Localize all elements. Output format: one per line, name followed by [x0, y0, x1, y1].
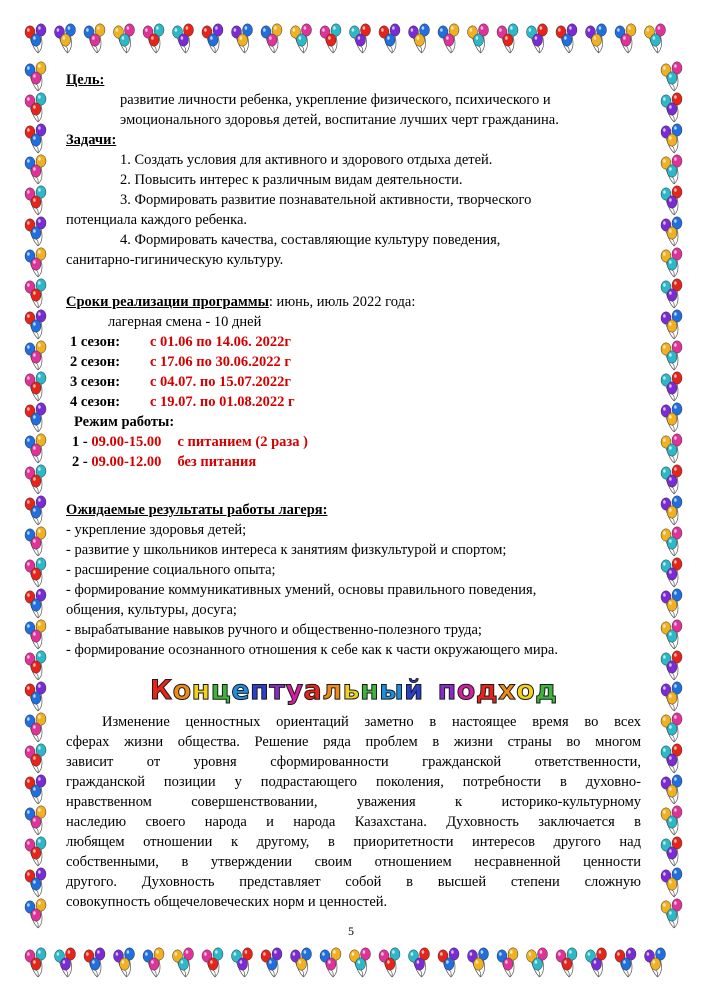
- mode-note: без питания: [177, 454, 257, 470]
- concept-title-letter: д: [535, 675, 558, 706]
- mode-row: [72, 452, 256, 472]
- balloon-icon: [25, 279, 46, 308]
- balloon-icon: [55, 948, 76, 977]
- balloon-icon: [25, 217, 46, 246]
- balloon-icon: [497, 948, 518, 977]
- concept-line: Изменение ценностных ориентаций заметно в настоящее время во всех: [102, 714, 641, 730]
- balloon-icon: [661, 744, 682, 773]
- balloon-icon: [202, 24, 223, 53]
- balloon-icon: [661, 527, 682, 556]
- balloon-icon: [25, 465, 46, 494]
- result-item: - развитие у школьников интереса к занятиям физкультурой и спортом;: [66, 542, 507, 558]
- season-dates: с 19.07. по 01.08.2022 г: [150, 394, 295, 410]
- balloon-icon: [661, 806, 682, 835]
- balloon-icon: [25, 651, 46, 680]
- balloon-icon: [291, 24, 312, 53]
- balloon-icon: [438, 948, 459, 977]
- concept-title-letter: т: [269, 675, 286, 706]
- balloon-icon: [232, 24, 253, 53]
- mode-time: 09.00-15.00: [91, 434, 162, 450]
- result-item: общения, культуры, досуга;: [66, 602, 237, 618]
- balloon-icon: [25, 558, 46, 587]
- balloon-icon: [25, 589, 46, 618]
- balloon-icon: [114, 24, 135, 53]
- season-dates: с 17.06 по 30.06.2022 г: [150, 354, 291, 370]
- balloon-icon: [615, 948, 636, 977]
- balloon-icon: [661, 868, 682, 897]
- balloon-icon: [84, 948, 105, 977]
- balloon-icon: [25, 155, 46, 184]
- balloon-icon: [661, 62, 682, 91]
- task-item: 2. Повысить интерес к различным видам деятельности.: [120, 172, 463, 188]
- season-label: 1 сезон:: [70, 334, 121, 350]
- concept-title-letter: К: [150, 675, 173, 706]
- concept-title-letter: д: [475, 675, 499, 706]
- season-label: 2 сезон:: [70, 354, 121, 370]
- season-dates: с 04.07. по 15.07.2022г: [150, 374, 291, 390]
- balloon-icon: [556, 948, 577, 977]
- concept-line: другого. Духовность представляет собой в высшей степени сложную: [66, 874, 641, 890]
- concept-title-letter: ы: [379, 675, 405, 706]
- concept-title-letter: ц: [210, 675, 232, 706]
- task-item: потенциала каждого ребенка.: [66, 212, 248, 228]
- balloon-icon: [661, 248, 682, 277]
- concept-title-letter: а: [303, 675, 323, 706]
- balloon-icon: [379, 948, 400, 977]
- mode-row: [72, 432, 308, 452]
- balloon-icon: [25, 186, 46, 215]
- balloon-icon: [661, 372, 682, 401]
- balloon-icon: [661, 775, 682, 804]
- result-item: - укрепление здоровья детей;: [66, 522, 247, 538]
- season-dates: с 01.06 по 14.06. 2022г: [150, 334, 291, 350]
- balloon-icon: [25, 868, 46, 897]
- balloon-icon: [25, 24, 46, 53]
- balloon-icon: [320, 24, 341, 53]
- balloon-icon: [291, 948, 312, 977]
- balloon-icon: [25, 434, 46, 463]
- mode-time: 09.00-12.00: [91, 454, 162, 470]
- balloon-icon: [645, 948, 666, 977]
- balloon-icon: [350, 24, 371, 53]
- balloon-icon: [409, 948, 430, 977]
- page-number: 5: [348, 924, 354, 938]
- balloon-icon: [615, 24, 636, 53]
- balloon-icon: [25, 496, 46, 525]
- balloon-icon: [468, 948, 489, 977]
- balloon-icon: [409, 24, 430, 53]
- balloon-icon: [661, 217, 682, 246]
- balloon-icon: [661, 279, 682, 308]
- balloon-icon: [25, 341, 46, 370]
- task-item: 3. Формировать развитие познавательной активности, творческого: [120, 192, 532, 208]
- concept-title-letter: о: [456, 675, 476, 706]
- balloon-icon: [586, 24, 607, 53]
- concept-title-letter: п: [250, 675, 270, 706]
- concept-title: [150, 675, 557, 706]
- balloon-icon: [661, 186, 682, 215]
- concept-title-letter: й: [404, 675, 424, 706]
- concept-line: любящем отношении к другому, в приоритетности интересов другого над: [66, 834, 641, 850]
- balloon-icon: [661, 124, 682, 153]
- result-item: - расширение социального опыта;: [66, 562, 276, 578]
- balloon-icon: [261, 948, 282, 977]
- goal-heading: Цель:: [66, 72, 105, 88]
- balloon-icon: [661, 620, 682, 649]
- balloon-icon: [114, 948, 135, 977]
- balloon-icon: [25, 527, 46, 556]
- result-item: - формирование осознанного отношения к себе как к части окружающего мира.: [66, 642, 558, 658]
- balloon-icon: [438, 24, 459, 53]
- balloon-icon: [661, 465, 682, 494]
- result-item: - вырабатывание навыков ручного и общественно-полезного труда;: [66, 622, 482, 638]
- balloon-icon: [202, 948, 223, 977]
- concept-title-letter: е: [231, 675, 251, 706]
- terms-line: [66, 292, 415, 312]
- concept-title-letter: н: [360, 675, 380, 706]
- mode-note: с питанием (2 раза ): [177, 434, 308, 450]
- balloon-icon: [661, 496, 682, 525]
- balloon-icon: [25, 310, 46, 339]
- balloon-icon: [143, 24, 164, 53]
- concept-title-letter: [424, 675, 438, 706]
- balloon-icon: [661, 434, 682, 463]
- balloon-icon: [379, 24, 400, 53]
- balloon-icon: [661, 558, 682, 587]
- concept-line: зависит от уровня сформированности гражданской ответственности,: [66, 754, 641, 770]
- concept-title-letter: о: [516, 675, 536, 706]
- task-item: санитарно-гигиническую культуру.: [66, 252, 284, 268]
- balloon-icon: [661, 93, 682, 122]
- balloon-icon: [173, 24, 194, 53]
- balloon-icon: [25, 372, 46, 401]
- balloon-icon: [25, 682, 46, 711]
- balloon-icon: [661, 403, 682, 432]
- balloon-icon: [25, 713, 46, 742]
- balloon-icon: [661, 713, 682, 742]
- concept-line: гражданской позиции у подрастающего поколения, потребности в духовно-: [66, 774, 641, 790]
- task-item: 1. Создать условия для активного и здорового отдыха детей.: [120, 152, 493, 168]
- balloon-icon: [25, 403, 46, 432]
- balloon-icon: [661, 589, 682, 618]
- balloon-icon: [25, 806, 46, 835]
- concept-title-letter: х: [498, 675, 517, 706]
- concept-line: сферах жизни общества. Решение ряда проблем в жизни страны во многом: [66, 734, 641, 750]
- balloon-icon: [25, 744, 46, 773]
- balloon-icon: [25, 775, 46, 804]
- balloon-icon: [25, 837, 46, 866]
- balloon-icon: [645, 24, 666, 53]
- balloon-icon: [320, 948, 341, 977]
- balloon-icon: [661, 837, 682, 866]
- concept-title-letter: л: [322, 675, 343, 706]
- balloon-icon: [661, 899, 682, 928]
- balloon-icon: [661, 341, 682, 370]
- season-label: 3 сезон:: [70, 374, 121, 390]
- balloon-icon: [586, 948, 607, 977]
- concept-title-letter: о: [172, 675, 192, 706]
- balloon-icon: [25, 124, 46, 153]
- terms-heading: Сроки реализации программы: [66, 294, 269, 310]
- balloon-icon: [25, 93, 46, 122]
- balloon-icon: [25, 899, 46, 928]
- balloon-icon: [661, 682, 682, 711]
- balloon-icon: [497, 24, 518, 53]
- balloon-icon: [527, 24, 548, 53]
- goal-line: эмоционального здоровья детей, воспитание лучших черт гражданина.: [120, 112, 559, 128]
- balloon-icon: [84, 24, 105, 53]
- concept-line: наследию своего народа и народа Казахстана. Духовность заключается в: [66, 814, 641, 830]
- concept-line: совокупность общечеловеческих норм и ценностей.: [66, 894, 388, 910]
- balloon-icon: [261, 24, 282, 53]
- results-heading: Ожидаемые результаты работы лагеря:: [66, 502, 328, 518]
- balloon-icon: [55, 24, 76, 53]
- balloon-icon: [350, 948, 371, 977]
- mode-number: 2 -: [72, 454, 92, 470]
- balloon-icon: [527, 948, 548, 977]
- shift-length: лагерная смена - 10 дней: [108, 314, 262, 330]
- balloon-icon: [25, 620, 46, 649]
- balloon-icon: [661, 155, 682, 184]
- balloon-icon: [25, 948, 46, 977]
- balloon-icon: [25, 248, 46, 277]
- balloon-icon: [143, 948, 164, 977]
- mode-heading: Режим работы:: [74, 414, 175, 430]
- concept-title-letter: у: [285, 675, 304, 706]
- balloon-icon: [173, 948, 194, 977]
- balloon-icon: [556, 24, 577, 53]
- result-item: - формирование коммуникативных умений, основы правильного поведения,: [66, 582, 537, 598]
- goal-line: развитие личности ребенка, укрепление физического, психического и: [120, 92, 551, 108]
- balloon-icon: [661, 310, 682, 339]
- balloon-icon: [468, 24, 489, 53]
- concept-title-letter: ь: [342, 675, 361, 706]
- concept-title-letter: п: [437, 675, 457, 706]
- season-label: 4 сезон:: [70, 394, 121, 410]
- task-item: 4. Формировать качества, составляющие культуру поведения,: [120, 232, 501, 248]
- balloon-icon: [25, 62, 46, 91]
- concept-line: собственными, в утверждении своим отношением несравненной ценности: [66, 854, 641, 870]
- concept-title-letter: н: [191, 675, 211, 706]
- terms-period: : июнь, июль 2022 года:: [268, 294, 416, 310]
- balloon-icon: [661, 651, 682, 680]
- mode-number: 1 -: [72, 434, 92, 450]
- balloon-icon: [232, 948, 253, 977]
- concept-line: нравственном совершенствовании, уважения к историко-культурному: [66, 794, 641, 810]
- tasks-heading: Задачи:: [66, 132, 117, 148]
